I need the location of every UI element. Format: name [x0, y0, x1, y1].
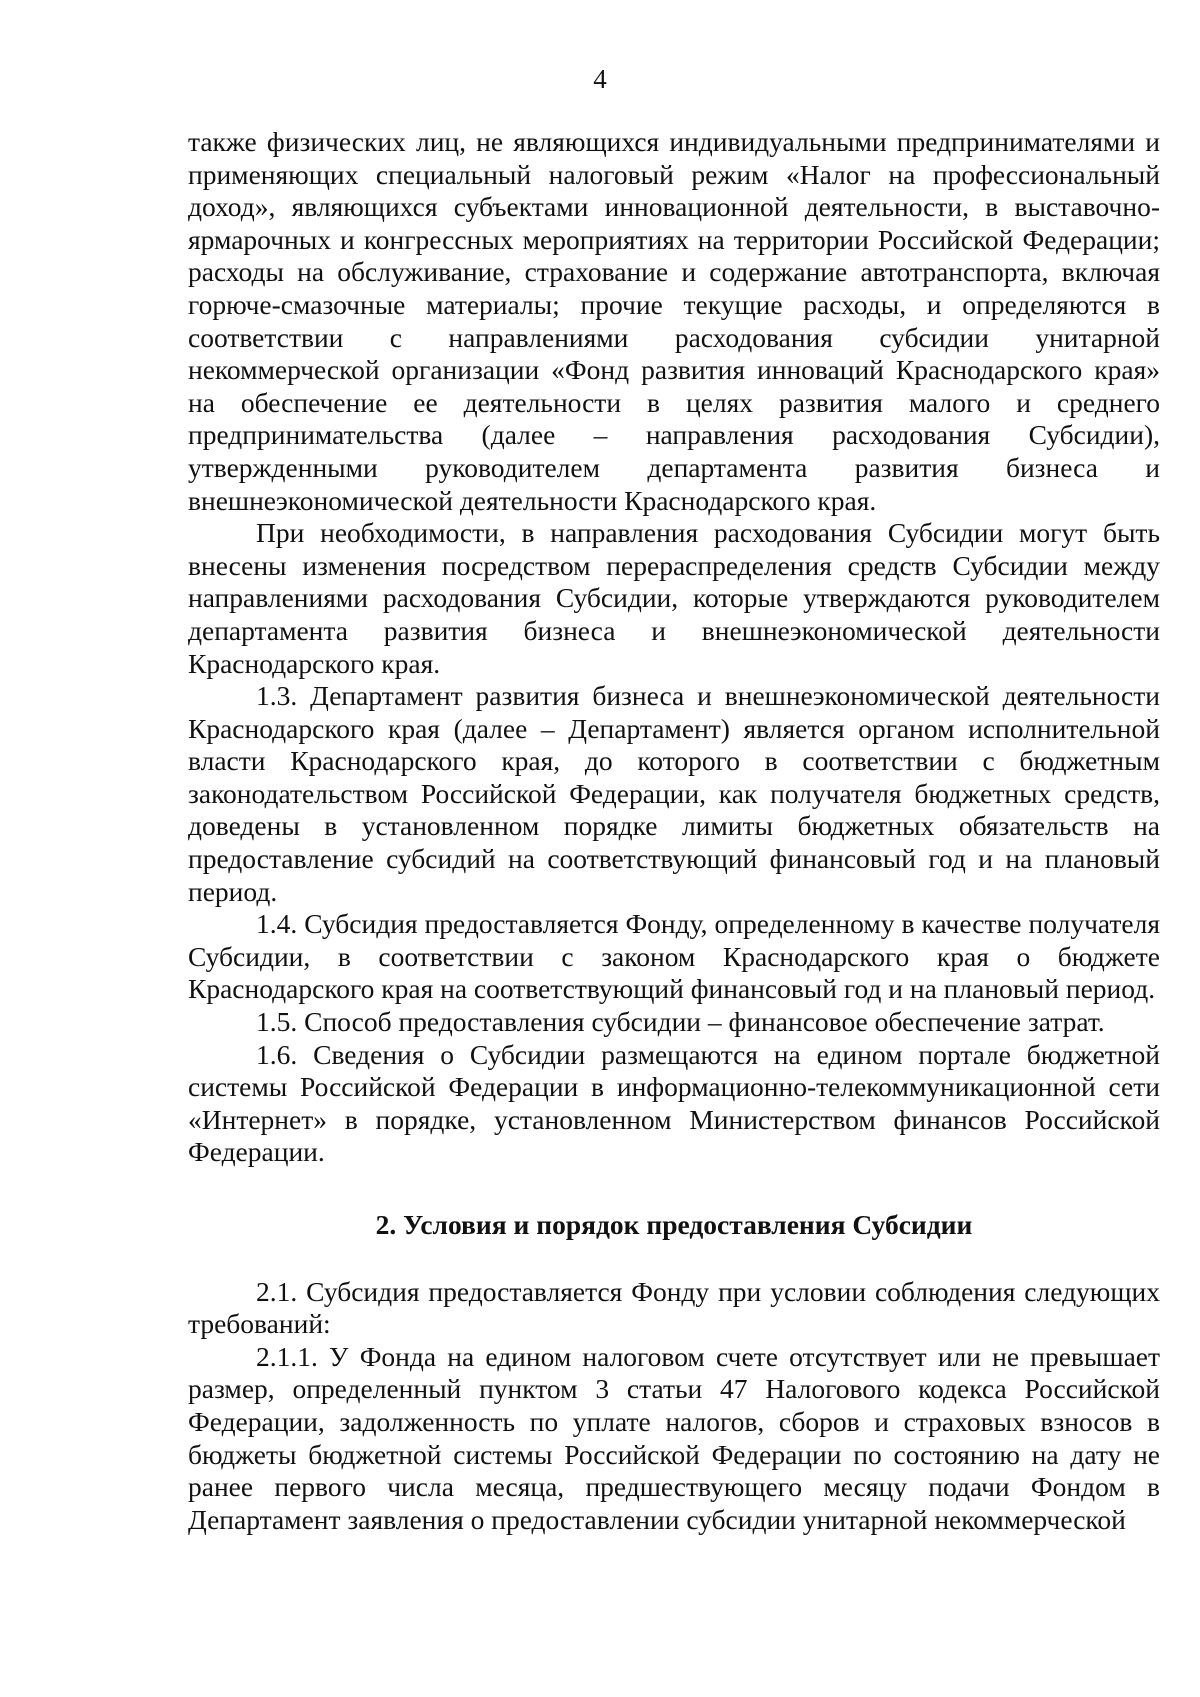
- page-number: 4: [593, 64, 607, 94]
- paragraph-redistribution: При необходимости, в направления расходования Субсидии могут быть внесены изменения посредством перераспределения средств Субсидии между направлениями расходования Субсидии, которые утверждаются руководителем департамента развития бизнеса и внешнеэкономической деятельности Краснодарского края.: [188, 517, 1160, 679]
- paragraph-2-1: 2.1. Субсидия предоставляется Фонду при условии соблюдения следующих требований:: [188, 1275, 1160, 1340]
- paragraph-continuation: также физических лиц, не являющихся индивидуальными предпринимателями и применяющих специальный налоговый режим «Налог на профессиональный доход», являющихся субъектами инновационной деятельности, в выставочно-ярмарочных и конгрессных мероприятиях на территории Российской Федерации; расходы на обслуживание, страхование и содержание автотранспорта, включая горюче-смазочные материалы; прочие текущие расходы, и определяются в соответствии с направлениями расходования субсидии унитарной некоммерческой организации «Фонд развития инноваций Краснодарского края» на обеспечение ее деятельности в целях развития малого и среднего предпринимательства (далее – направления расходования Субсидии), утвержденными руководителем департамента развития бизнеса и внешнеэкономической деятельности Краснодарского края.: [188, 126, 1160, 516]
- paragraph-2-1-1: 2.1.1. У Фонда на едином налоговом счете отсутствует или не превышает размер, определенный пунктом 3 статьи 47 Налогового кодекса Российской Федерации, задолженность по уплате налогов, сборов и страховых взносов в бюджеты бюджетной системы Российской Федерации по состоянию на дату не ранее первого числа месяца, предшествующего месяцу подачи Фондом в Департамент заявления о предоставлении субсидии унитарной некоммерческой: [188, 1340, 1160, 1535]
- document-body: [188, 126, 1160, 1536]
- paragraph-1-4: 1.4. Субсидия предоставляется Фонду, определенному в качестве получателя Субсидии, в соответствии с законом Краснодарского края о бюджете Краснодарского края на соответствующий финансовый год и на плановый период.: [188, 908, 1160, 1005]
- paragraph-1-5: 1.5. Способ предоставления субсидии – финансовое обеспечение затрат.: [256, 1006, 1105, 1038]
- paragraph-1-3: 1.3. Департамент развития бизнеса и внешнеэкономической деятельности Краснодарского края (далее – Департамент) является органом исполнительной власти Краснодарского края, до которого в соответствии с бюджетным законодательством Российской Федерации, как получателя бюджетных средств, доведены в установленном порядке лимиты бюджетных обязательств на предоставление субсидий на соответствующий финансовый год и на плановый период.: [188, 680, 1160, 907]
- section-2-heading: 2. Условия и порядок предоставления Субсидии: [375, 1209, 973, 1240]
- paragraph-1-6: 1.6. Сведения о Субсидии размещаются на едином портале бюджетной системы Российской Федерации в информационно-телекоммуникационной сети «Интернет» в порядке, установленном Министерством финансов Российской Федерации.: [188, 1038, 1160, 1168]
